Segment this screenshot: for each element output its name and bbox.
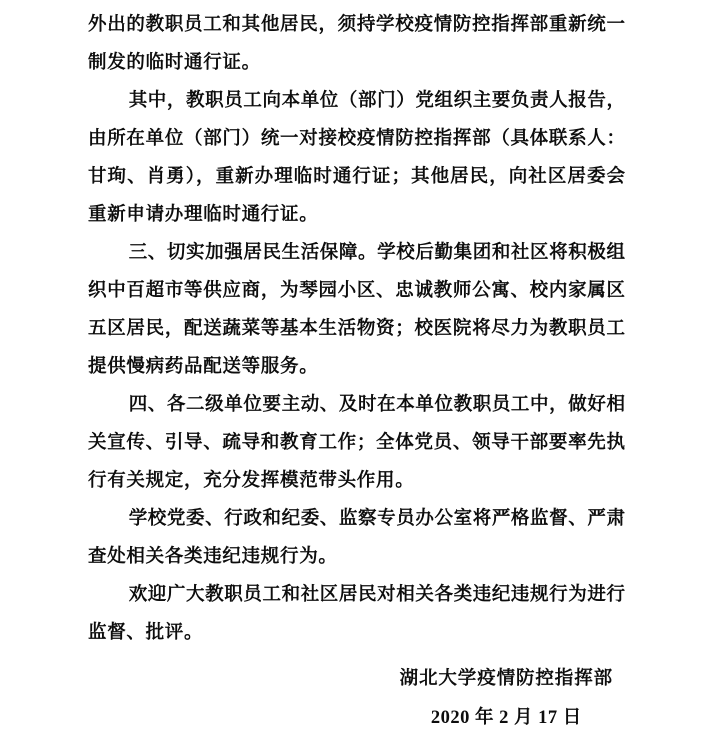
text-line: 织中百超市等供应商，为琴园小区、忠诚教师公寓、校内家属区 <box>88 281 625 301</box>
text-line: 重新申请办理临时通行证。 <box>88 205 319 225</box>
text-line: 五区居民，配送蔬菜等基本生活物资；校医院将尽力为教职员工 <box>88 319 625 339</box>
text-line: 行有关规定，充分发挥模范带头作用。 <box>88 471 415 491</box>
text-line: 关宣传、引导、疏导和教育工作；全体党员、领导干部要率先执 <box>88 433 625 453</box>
date-line: 2020 年 2 月 17 日 <box>430 708 582 728</box>
text-line: 三、切实加强居民生活保障。学校后勤集团和社区将积极组 <box>128 243 625 263</box>
text-line: 欢迎广大教职员工和社区居民对相关各类违纪违规行为进行 <box>128 585 625 605</box>
text-line: 监督、批评。 <box>88 623 204 643</box>
text-line: 外出的教职员工和其他居民，须持学校疫情防控指挥部重新统一 <box>88 15 625 35</box>
signature-block <box>400 660 613 737</box>
text-line: 由所在单位（部门）统一对接校疫情防控指挥部（具体联系人： <box>88 129 625 149</box>
text-line: 甘珣、肖勇），重新办理临时通行证；其他居民，向社区居委会 <box>88 167 625 187</box>
text-line: 提供慢病药品配送等服务。 <box>88 357 319 377</box>
text-line: 其中，教职员工向本单位（部门）党组织主要负责人报告， <box>128 91 625 111</box>
text-line: 四、各二级单位要主动、及时在本单位教职员工中，做好相 <box>128 395 625 415</box>
text-line: 查处相关各类违纪违规行为。 <box>88 547 338 567</box>
text-line: 学校党委、行政和纪委、监察专员办公室将严格监督、严肃 <box>128 509 625 529</box>
signature-line: 湖北大学疫情防控指挥部 <box>399 669 613 689</box>
document-body <box>88 6 625 652</box>
text-line: 制发的临时通行证。 <box>88 53 261 73</box>
